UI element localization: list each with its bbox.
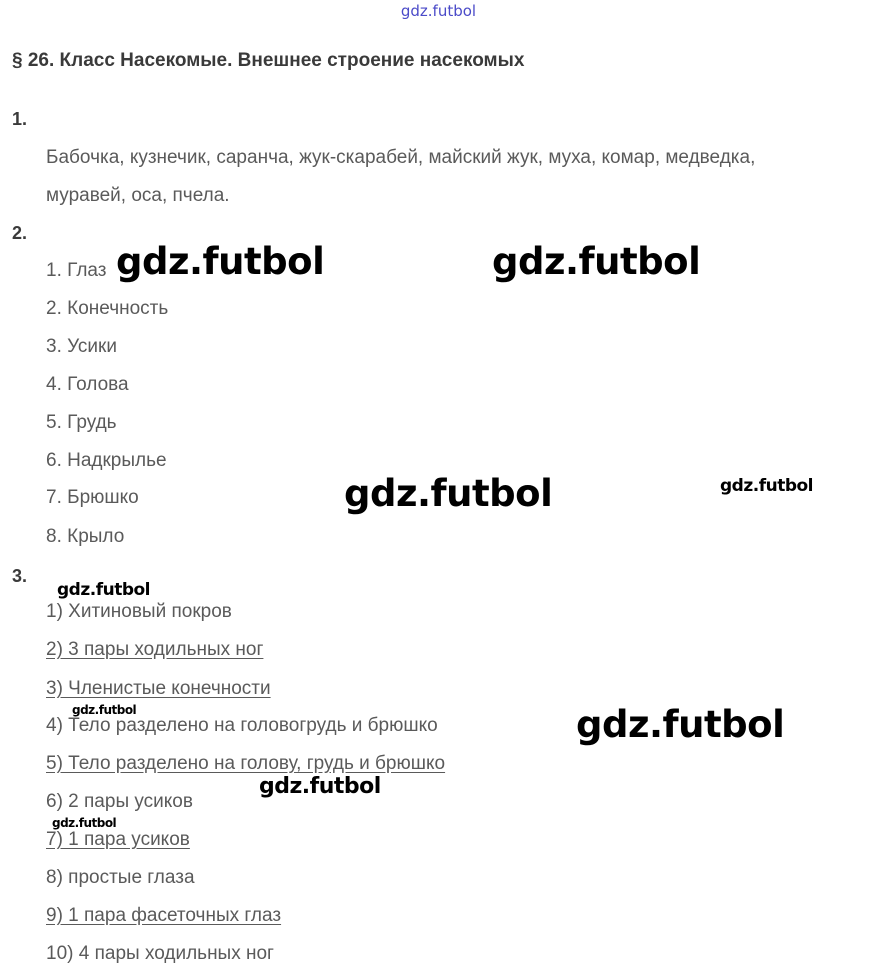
watermark: gdz.futbol bbox=[116, 240, 325, 283]
list-item-underlined: 9) 1 пара фасеточных глаз bbox=[46, 905, 282, 926]
watermark: gdz.futbol bbox=[492, 240, 701, 283]
page-title: § 26. Класс Насекомые. Внешнее строение насекомых bbox=[12, 50, 525, 71]
list-item: 7. Брюшко bbox=[46, 487, 139, 508]
watermark: gdz.futbol bbox=[259, 774, 381, 799]
list-item-underlined: 3) Членистые конечности bbox=[46, 678, 271, 699]
question-1-answer-line2: муравей, оса, пчела. bbox=[46, 185, 230, 206]
watermark: gdz.futbol bbox=[720, 476, 813, 496]
list-item: 6) 2 пары усиков bbox=[46, 791, 193, 812]
list-item: 5. Грудь bbox=[46, 412, 117, 433]
list-item: 4) Тело разделено на головогрудь и брюшко bbox=[46, 715, 438, 736]
list-item: 2. Конечность bbox=[46, 298, 169, 319]
watermark: gdz.futbol bbox=[344, 472, 553, 515]
list-item: 1) Хитиновый покров bbox=[46, 601, 232, 622]
question-1-answer-line1: Бабочка, кузнечик, саранча, жук-скарабей, майский жук, муха, комар, медведка, bbox=[46, 147, 756, 168]
question-2-number: 2. bbox=[12, 223, 28, 243]
list-item-underlined: 2) 3 пары ходильных ног bbox=[46, 639, 264, 660]
list-item: 4. Голова bbox=[46, 374, 129, 395]
watermark: gdz.futbol bbox=[576, 703, 785, 746]
list-item: 6. Надкрылье bbox=[46, 450, 167, 471]
list-item: 8) простые глаза bbox=[46, 867, 195, 888]
watermark: gdz.futbol bbox=[52, 816, 117, 830]
question-1-number: 1. bbox=[12, 109, 28, 129]
list-item: 1. Глаз bbox=[46, 260, 107, 281]
list-item-underlined: 7) 1 пара усиков bbox=[46, 829, 190, 850]
list-item: 3. Усики bbox=[46, 336, 117, 357]
list-item-underlined: 5) Тело разделено на голову, грудь и брюшко bbox=[46, 753, 446, 774]
watermark: gdz.futbol bbox=[57, 580, 150, 600]
watermark: gdz.futbol bbox=[72, 703, 137, 717]
site-watermark-header: gdz.futbol bbox=[400, 2, 477, 20]
question-3-number: 3. bbox=[12, 566, 28, 586]
question-1-answer bbox=[46, 139, 876, 215]
list-item: 10) 4 пары ходильных ног bbox=[46, 943, 274, 964]
list-item: 8. Крыло bbox=[46, 526, 125, 547]
